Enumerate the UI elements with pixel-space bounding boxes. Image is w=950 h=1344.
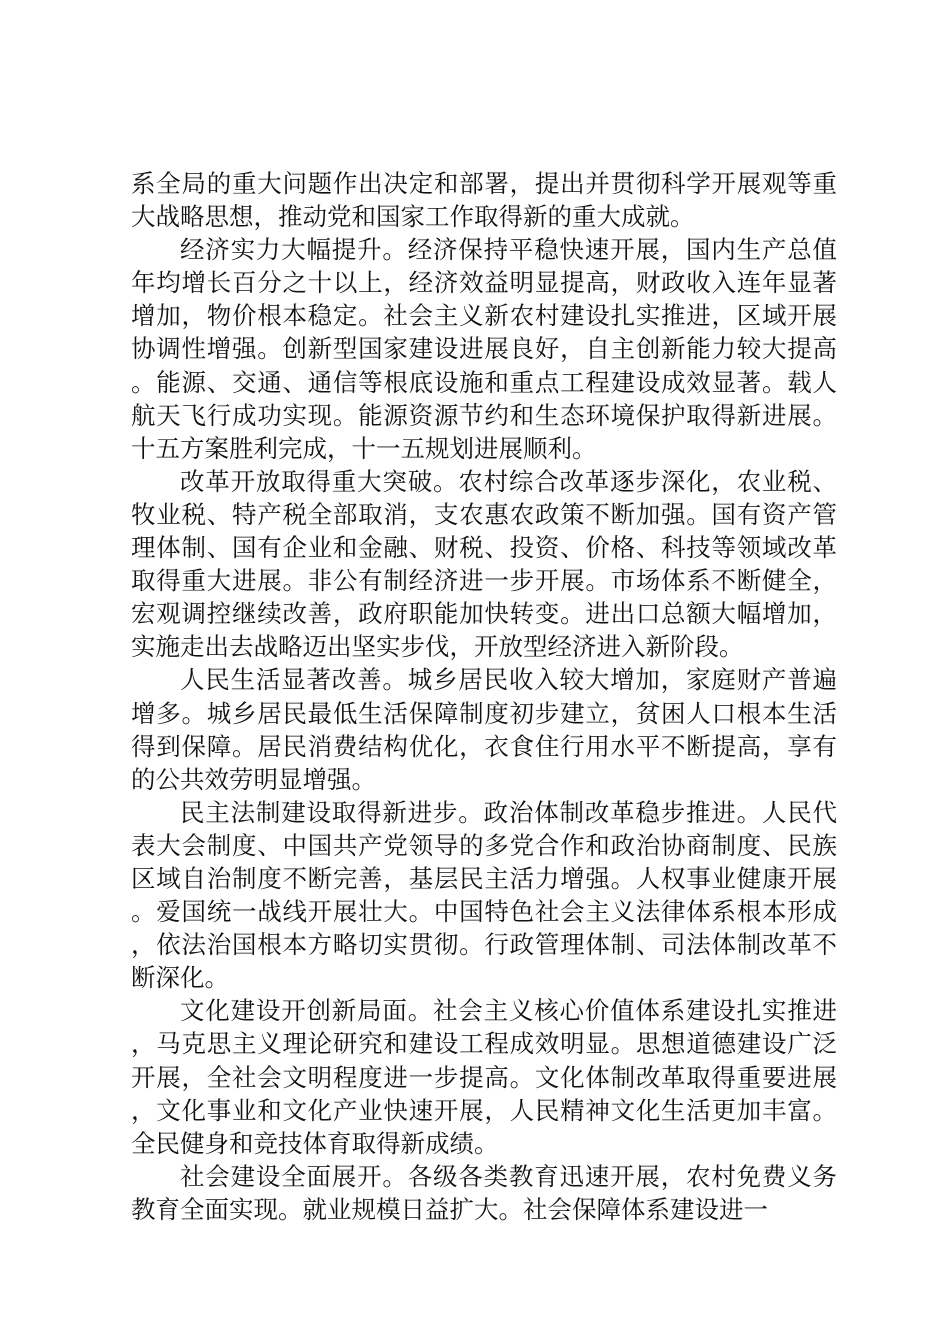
paragraph-livelihood: 人民生活显著改善。城乡居民收入较大增加，家庭财产普遍增多。城乡居民最低生活保障制度初步建立，贫困人口根本生活得到保障。居民消费结构优化，衣食住行用水平不断提高，享有的公共效劳明显增强。 — [131, 665, 837, 794]
paragraph-economy: 经济实力大幅提升。经济保持平稳快速开展，国内生产总值年均增长百分之十以上，经济效益明显提高，财政收入连年显著增加，物价根本稳定。社会主义新农村建设扎实推进，区域开展协调性增强。创新型国家建设进展良好，自主创新能力较大提高。能源、交通、通信等根底设施和重点工程建设成效显著。载人航天飞行成功实现。能源资源节约和生态环境保护取得新进展。十五方案胜利完成，十一五规划进展顺利。 — [131, 235, 837, 463]
paragraph-reform: 改革开放取得重大突破。农村综合改革逐步深化，农业税、牧业税、特产税全部取消，支农惠农政策不断加强。国有资产管理体制、国有企业和金融、财税、投资、价格、科技等领域改革取得重大进展。非公有制经济进一步开展。市场体系不断健全，宏观调控继续改善，政府职能加快转变。进出口总额大幅增加，实施走出去战略迈出坚实步伐，开放型经济进入新阶段。 — [131, 466, 837, 662]
paragraph-culture: 文化建设开创新局面。社会主义核心价值体系建设扎实推进，马克思主义理论研究和建设工程成效明显。思想道德建设广泛开展，全社会文明程度进一步提高。文化体制改革取得重要进展，文化事业和文化产业快速开展，人民精神文化生活更加丰富。全民健身和竞技体育取得新成绩。 — [131, 996, 837, 1158]
paragraph-democracy-law: 民主法制建设取得新进步。政治体制改革稳步推进。人民代表大会制度、中国共产党领导的多党合作和政治协商制度、民族区域自治制度不断完善，基层民主活力增强。人权事业健康开展。爱国统一战线开展壮大。中国特色社会主义法律体系根本形成，依法治国根本方略切实贯彻。行政管理体制、司法体制改革不断深化。 — [131, 797, 837, 993]
paragraph-continuation: 系全局的重大问题作出决定和部署，提出并贯彻科学开展观等重大战略思想，推动党和国家工作取得新的重大成就。 — [131, 169, 837, 232]
document-body — [131, 167, 837, 1226]
paragraph-society: 社会建设全面展开。各级各类教育迅速开展，农村免费义务教育全面实现。就业规模日益扩大。社会保障体系建设进一 — [131, 1161, 837, 1224]
